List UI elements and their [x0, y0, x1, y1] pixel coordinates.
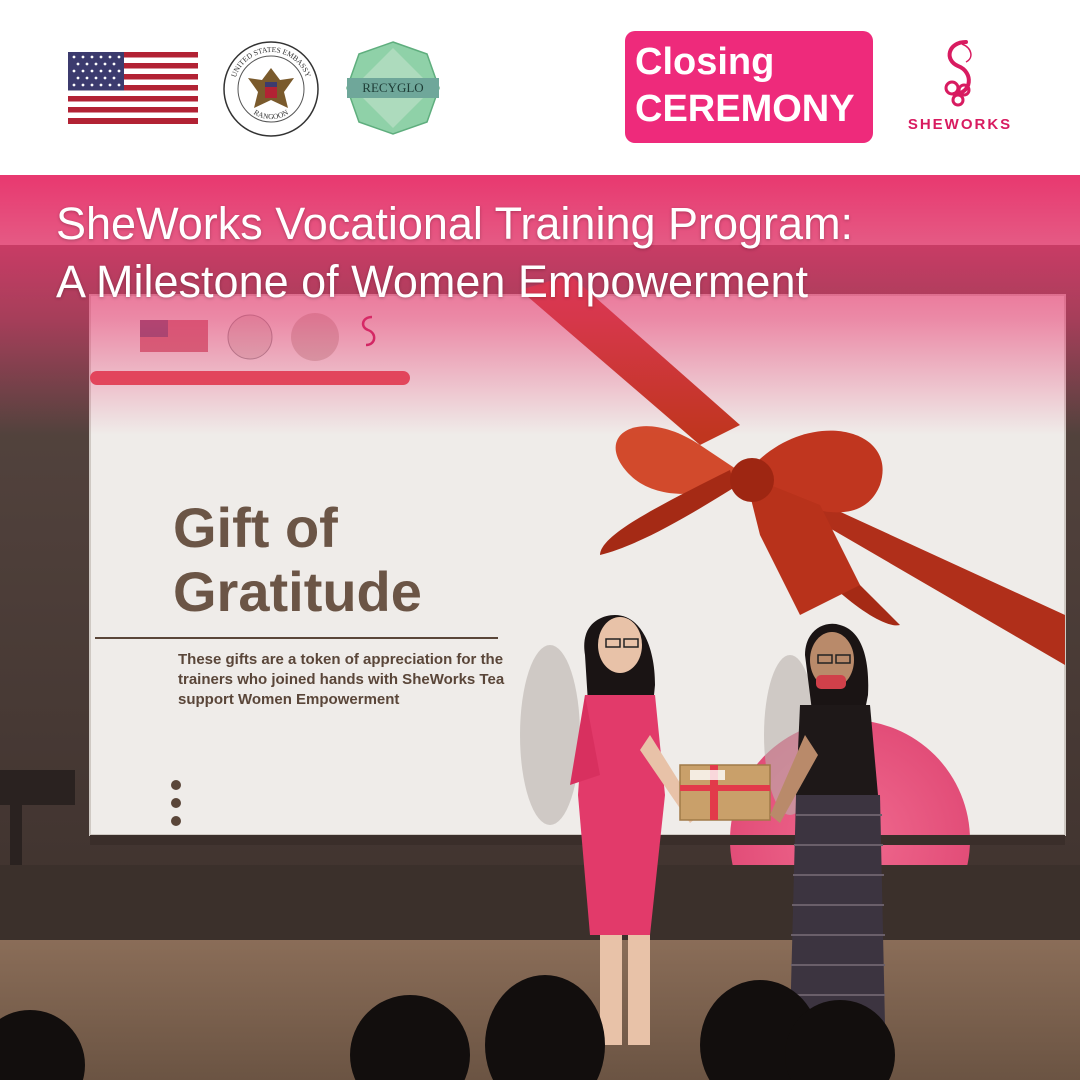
embassy-seal-text: [222, 40, 320, 138]
slide-body-line-3: support Women Empowerment: [178, 691, 400, 708]
slide-body-text: [178, 650, 598, 710]
recyglo-logo-text: RECYGLO: [362, 80, 424, 95]
svg-text:UNITED STATES EMBASSY: UNITED STATES EMBASSY: [229, 44, 313, 79]
headline-line-1: SheWorks Vocational Training Program:: [56, 198, 854, 249]
us-flag-icon: [68, 52, 198, 124]
sheworks-logo: [900, 38, 1020, 138]
recyglo-logo: [345, 40, 441, 136]
sheworks-emblem-icon: [900, 38, 1020, 116]
slide-title: [173, 496, 422, 624]
slide-body-line-2: trainers who joined hands with SheWorks Tea: [178, 671, 505, 688]
header-bar: [0, 0, 1080, 175]
badge-line-2: CEREMONY: [635, 88, 855, 130]
sheworks-logo-text: SHEWORKS: [907, 116, 1013, 133]
svg-text:RANGOON: RANGOON: [252, 107, 290, 122]
headline-line-2: A Milestone of Women Empowerment: [56, 256, 808, 307]
slide-title-line-2: Gratitude: [173, 560, 422, 623]
headline: [56, 195, 1036, 311]
closing-ceremony-badge: [625, 31, 873, 143]
gift-box: [680, 765, 770, 820]
badge-line-1: Closing: [635, 41, 775, 83]
slide-body-line-1: These gifts are a token of appreciation for the: [178, 651, 504, 668]
slide-title-line-1: Gift of: [173, 496, 338, 559]
